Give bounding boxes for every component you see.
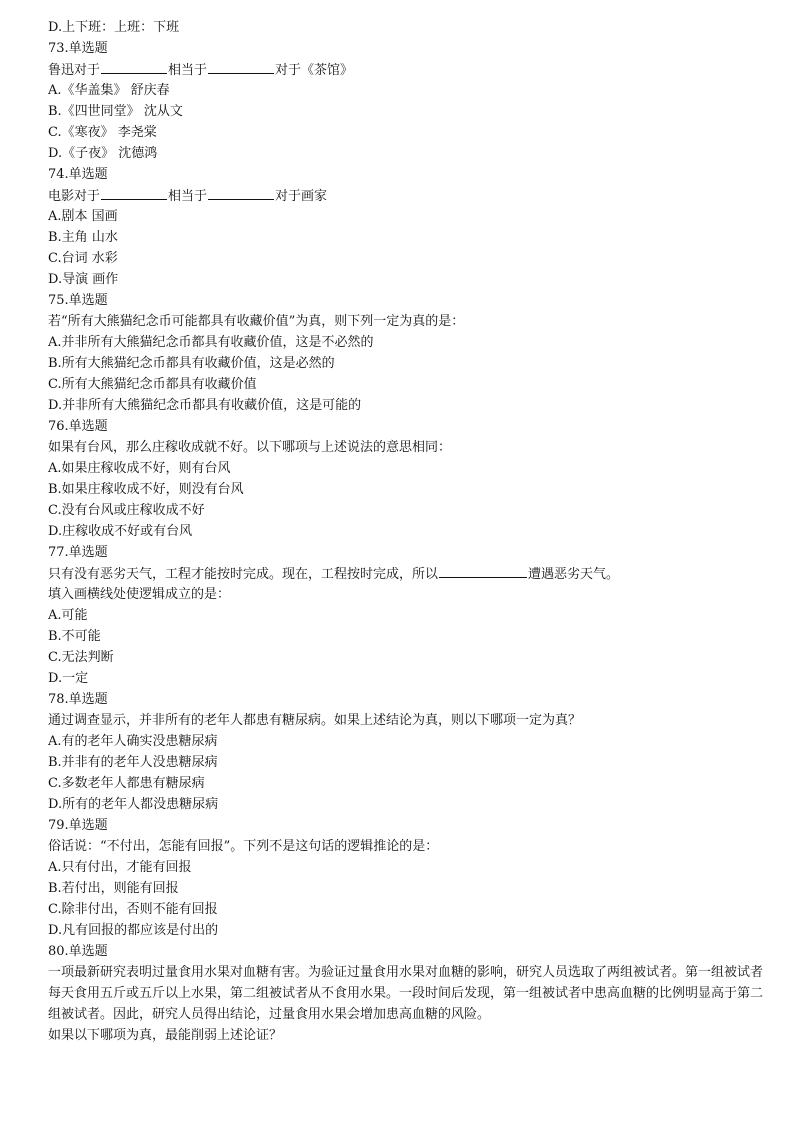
option-b: B.《四世同堂》 沈从文 xyxy=(48,104,183,119)
stem-part: 对于《茶馆》 xyxy=(275,63,354,78)
option-a: A.有的老年人确实没患糖尿病 xyxy=(48,734,218,749)
fill-blank xyxy=(101,185,167,200)
option-c: C.《寒夜》 李尧棠 xyxy=(48,125,157,140)
option-a: A.可能 xyxy=(48,608,88,623)
option-d: D.《子夜》 沈德鸿 xyxy=(48,146,158,161)
question-number: 75.单选题 xyxy=(48,293,108,308)
stem-part: 电影对于 xyxy=(48,189,101,204)
option-b: B.所有大熊猫纪念币都具有收藏价值，这是必然的 xyxy=(48,356,335,371)
question-number: 74.单选题 xyxy=(48,167,108,182)
option-b: B.不可能 xyxy=(48,629,101,644)
question-stem: 俗话说：“不付出，怎能有回报”。下列不是这句话的逻辑推论的是： xyxy=(48,839,439,854)
fill-blank xyxy=(101,59,167,74)
option-d: D.所有的老年人都没患糖尿病 xyxy=(48,797,219,812)
stem-part: 鲁迅对于 xyxy=(48,63,101,78)
option-b: B.如果庄稼收成不好，则没有台风 xyxy=(48,482,244,497)
question-stem xyxy=(48,59,768,80)
question-stem: 若“所有大熊猫纪念币可能都具有收藏价值”为真，则下列一定为真的是： xyxy=(48,314,465,329)
fill-blank xyxy=(208,59,274,74)
option-b: B.主角 山水 xyxy=(48,230,118,245)
option-b: B.若付出，则能有回报 xyxy=(48,881,179,896)
stem-part: 相当于 xyxy=(168,189,208,204)
option-c: C.多数老年人都患有糖尿病 xyxy=(48,776,205,791)
option-c: C.所有大熊猫纪念币都具有收藏价值 xyxy=(48,377,257,392)
question-stem: 通过调查显示，并非所有的老年人都患有糖尿病。如果上述结论为真，则以下哪项一定为真？ xyxy=(48,713,582,728)
stem-part: 相当于 xyxy=(168,63,208,78)
question-stem xyxy=(48,563,768,584)
question-number: 80.单选题 xyxy=(48,944,108,959)
question-number: 78.单选题 xyxy=(48,692,108,707)
question-stem: 一项最新研究表明过量食用水果对血糖有害。为验证过量食用水果对血糖的影响，研究人员选取了两组被试者。第一组被试者每天食用五斤或五斤以上水果，第二组被试者从不食用水果。一段时间后发现，第一组被试者中患高血糖的比例明显高于第二组被试者。因此，研究人员得出结论，过量食用水果会增加患高血糖的风险。 xyxy=(48,965,764,1022)
option-a: A.《华盖集》 舒庆春 xyxy=(48,83,170,98)
question-number: 77.单选题 xyxy=(48,545,108,560)
question-instruction: 填入画横线处使逻辑成立的是： xyxy=(48,587,231,602)
fill-blank xyxy=(439,563,527,578)
option-d: D.庄稼收成不好或有台风 xyxy=(48,524,193,539)
option-d: D.导演 画作 xyxy=(48,272,119,287)
option-d: D.并非所有大熊猫纪念币都具有收藏价值，这是可能的 xyxy=(48,398,362,413)
stem-part: 只有没有恶劣天气，工程才能按时完成。现在，工程按时完成，所以 xyxy=(48,567,439,582)
option-d: D.凡有回报的都应该是付出的 xyxy=(48,923,219,938)
question-number: 79.单选题 xyxy=(48,818,108,833)
stem-part: 对于画家 xyxy=(275,189,328,204)
question-stem: 如果有台风，那么庄稼收成就不好。以下哪项与上述说法的意思相同： xyxy=(48,440,452,455)
option-d: D.一定 xyxy=(48,671,89,686)
option-c: C.没有台风或庄稼收成不好 xyxy=(48,503,205,518)
question-prompt: 如果以下哪项为真，最能削弱上述论证？ xyxy=(48,1028,283,1043)
option-c: C.台词 水彩 xyxy=(48,251,118,266)
exam-document xyxy=(48,17,768,1046)
fill-blank xyxy=(208,185,274,200)
option-a: A.如果庄稼收成不好，则有台风 xyxy=(48,461,231,476)
option-d: D.上下班：上班：下班 xyxy=(48,20,180,35)
option-c: C.无法判断 xyxy=(48,650,114,665)
question-number: 73.单选题 xyxy=(48,41,108,56)
option-a: A.剧本 国画 xyxy=(48,209,118,224)
option-a: A.并非所有大熊猫纪念币都具有收藏价值，这是不必然的 xyxy=(48,335,374,350)
option-a: A.只有付出，才能有回报 xyxy=(48,860,192,875)
option-c: C.除非付出，否则不能有回报 xyxy=(48,902,218,917)
question-stem xyxy=(48,185,768,206)
question-number: 76.单选题 xyxy=(48,419,108,434)
option-b: B.并非有的老年人没患糖尿病 xyxy=(48,755,218,770)
stem-part: 遭遇恶劣天气。 xyxy=(528,567,620,582)
